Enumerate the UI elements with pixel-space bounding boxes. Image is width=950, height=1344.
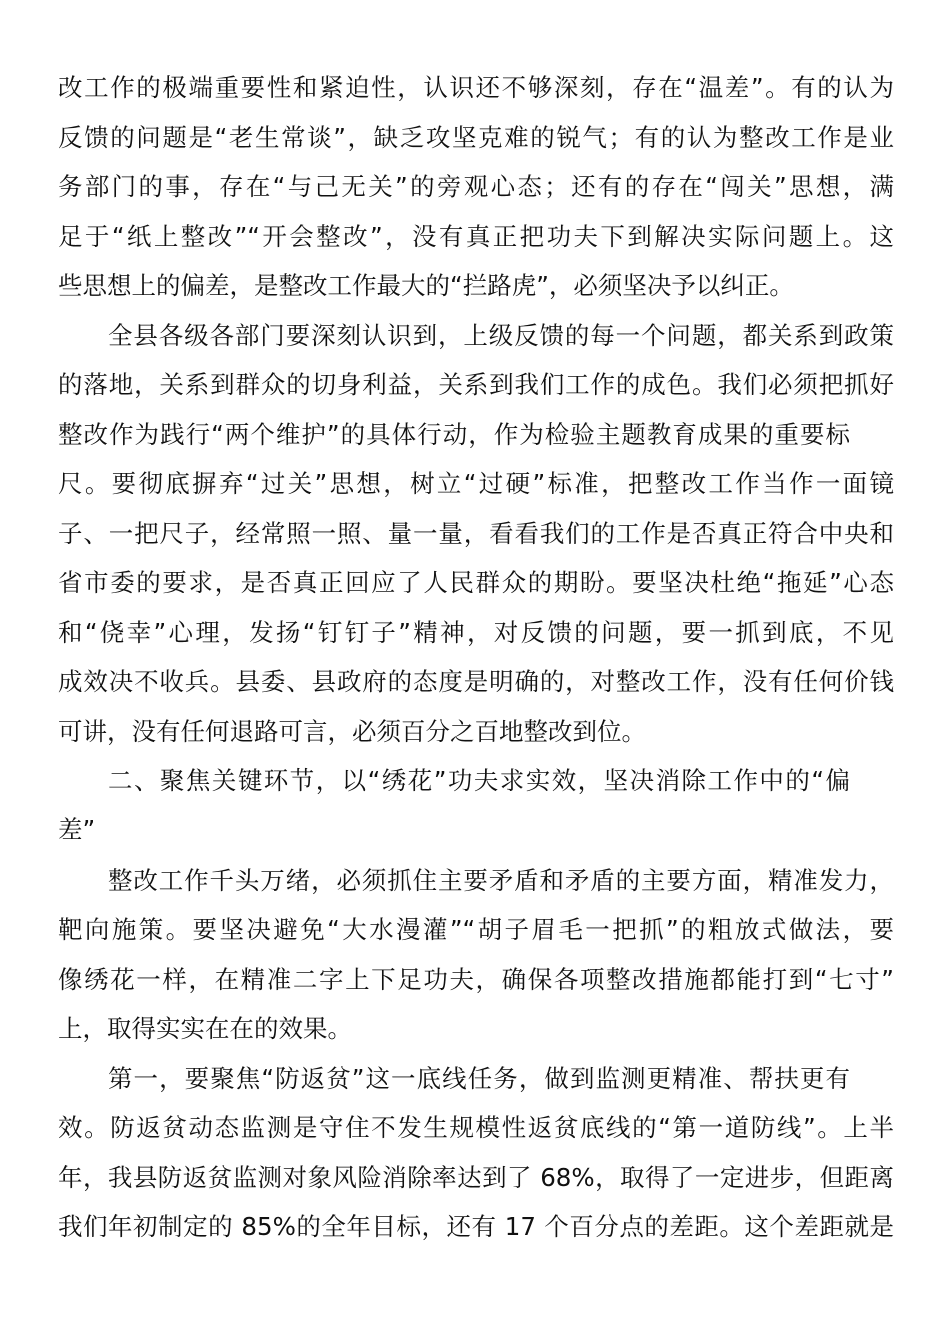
text-line: 务部门的事，存在“与己无关”的旁观心态；还有的存在“闯关”思想，满 xyxy=(58,172,894,201)
text-line: 效。防返贫动态监测是守住不发生规模性返贫底线的“第一道防线”。上半 xyxy=(58,1113,894,1142)
section-heading: 差” xyxy=(58,815,96,844)
text-line: 反馈的问题是“老生常谈”，缺乏攻坚克难的锐气；有的认为整改工作是业 xyxy=(58,123,894,152)
text-line: 第一，要聚焦“防返贫”这一底线任务，做到监测更精准、帮扶更有 xyxy=(108,1064,850,1093)
section-heading: 二、聚焦关键环节，以“绣花”功夫求实效，坚决消除工作中的“偏 xyxy=(108,766,850,795)
text-line: 的落地，关系到群众的切身利益，关系到我们工作的成色。我们必须把抓好 xyxy=(58,370,894,399)
text-line: 些思想上的偏差，是整改工作最大的“拦路虎”，必须坚决予以纠正。 xyxy=(58,271,794,300)
text-line: 年，我县防返贫监测对象风险消除率达到了 68%，取得了一定进步，但距离 xyxy=(58,1163,894,1192)
text-line: 改工作的极端重要性和紧迫性，认识还不够深刻，存在“温差”。有的认为 xyxy=(58,73,894,102)
text-line: 和“侥幸”心理，发扬“钉钉子”精神，对反馈的问题，要一抓到底，不见 xyxy=(58,618,894,647)
text-line: 靶向施策。要坚决避免“大水漫灌”“胡子眉毛一把抓”的粗放式做法，要 xyxy=(58,915,894,944)
text-line: 可讲，没有任何退路可言，必须百分之百地整改到位。 xyxy=(58,717,646,746)
text-line: 子、一把尺子，经常照一照、量一量，看看我们的工作是否真正符合中央和 xyxy=(58,519,894,548)
text-line: 省市委的要求，是否真正回应了人民群众的期盼。要坚决杜绝“拖延”心态 xyxy=(58,568,894,597)
text-line: 成效决不收兵。县委、县政府的态度是明确的，对整改工作，没有任何价钱 xyxy=(58,667,894,696)
text-line: 我们年初制定的 85%的全年目标，还有 17 个百分点的差距。这个差距就是 xyxy=(58,1212,894,1241)
text-line: 上，取得实实在在的效果。 xyxy=(58,1014,352,1043)
text-line: 足于“纸上整改”“开会整改”，没有真正把功夫下到解决实际问题上。这 xyxy=(58,222,894,251)
text-line: 全县各级各部门要深刻认识到，上级反馈的每一个问题，都关系到政策 xyxy=(108,321,894,350)
text-line: 像绣花一样，在精准二字上下足功夫，确保各项整改措施都能打到“七寸” xyxy=(58,965,894,994)
text-line: 尺。要彻底摒弃“过关”思想，树立“过硬”标准，把整改工作当作一面镜 xyxy=(58,469,894,498)
text-line: 整改作为践行“两个维护”的具体行动，作为检验主题教育成果的重要标 xyxy=(58,420,850,449)
text-line: 整改工作千头万绪，必须抓住主要矛盾和矛盾的主要方面，精准发力， xyxy=(108,866,894,895)
